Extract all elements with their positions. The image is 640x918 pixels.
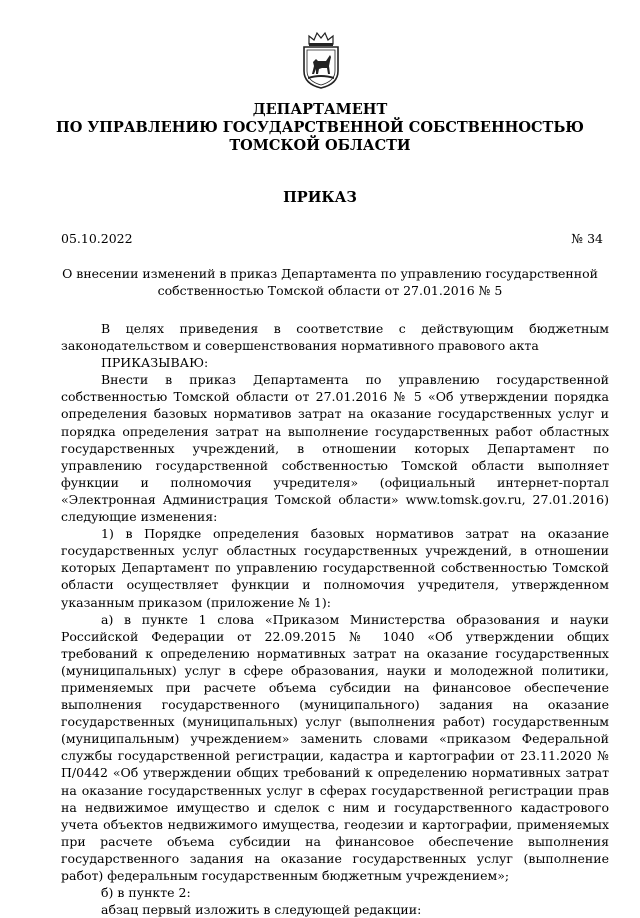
tomsk-coat-of-arms-icon [300,30,342,90]
dept-line-3: ТОМСКОЙ ОБЛАСТИ [229,137,411,154]
subject-line-1: О внесении изменений в приказ Департамента по управлению государственной [62,266,598,281]
preamble-paragraph: В целях приведения в соответствие с действующим бюджетным законодательством и совершенствования нормативного правового акта [61,321,609,354]
order-word: ПРИКАЗЫВАЮ: [101,355,209,371]
item-1b-paragraph: б) в пункте 2: [101,885,191,901]
document-type-title: ПРИКАЗ [283,189,357,206]
dept-line-1: ДЕПАРТАМЕНТ [252,101,388,118]
subject-line-2: собственностью Томской области от 27.01.2016 № 5 [157,283,503,298]
department-name [0,101,640,155]
order-date: 05.10.2022 [61,231,133,246]
order-subject [60,265,600,299]
item-1a-paragraph: а) в пункте 1 слова «Приказом Министерства образования и науки Российской Федерации от 22.09.2015 № 1040 «Об утверждении общих требований к определению нормативных затрат на оказание государственных (муниципальных) услуг в сфере образования, науки и молодежной политики, применяемых при расчете объема субсидии на финансовое обеспечение выполнения государственного (муниципального) задания на оказание государственных (муниципальных) услуг (выполнения работ) государственным (муниципальным) учреждением» заменить словами «приказом Федеральной службы государственной регистрации, кадастра и картографии от 23.11.2020 № П/0442 «Об утверждении общих требований к определению нормативных затрат на оказание государственных услуг в сферах государственной регистрации прав на недвижимое имущество и сделок с ним и государственного кадастрового учета объектов недвижимого имущества, геодезии и картографии, применяемых при расчете объема субсидии на финансовое обеспечение выполнения государственного задания на оказание государственных услуг (выполнение работ) федеральным государственным бюджетным учреждением»; [61,611,609,883]
dept-line-2: ПО УПРАВЛЕНИЮ ГОСУДАРСТВЕННОЙ СОБСТВЕННОСТЬЮ [56,119,584,136]
order-body [61,320,609,918]
main-clause-paragraph: Внести в приказ Департамента по управлению государственной собственностью Томской области от 27.01.2016 № 5 «Об утверждении порядка определения базовых нормативов затрат на оказание государственных услуг и порядка определения затрат на выполнение государственных работ областных государственных учреждений, в отношении которых Департамент по управлению государственной собственностью Томской области выполняет функции и полномочия учредителя» (официальный интернет-портал «Электронная Администрация Томской области» www.tomsk.gov.ru, 27.01.2016) следующие изменения: [61,372,609,525]
item-1b-subparagraph: абзац первый изложить в следующей редакции: [101,902,422,918]
order-number: № 34 [571,231,603,246]
item-1-paragraph: 1) в Порядке определения базовых нормативов затрат на оказание государственных услуг областных государственных учреждений, в отношении которых Департамент по управлению государственной собственностью Томской области осуществляет функции и полномочия учредителя, утвержденном указанным приказом (приложение № 1): [61,526,609,610]
